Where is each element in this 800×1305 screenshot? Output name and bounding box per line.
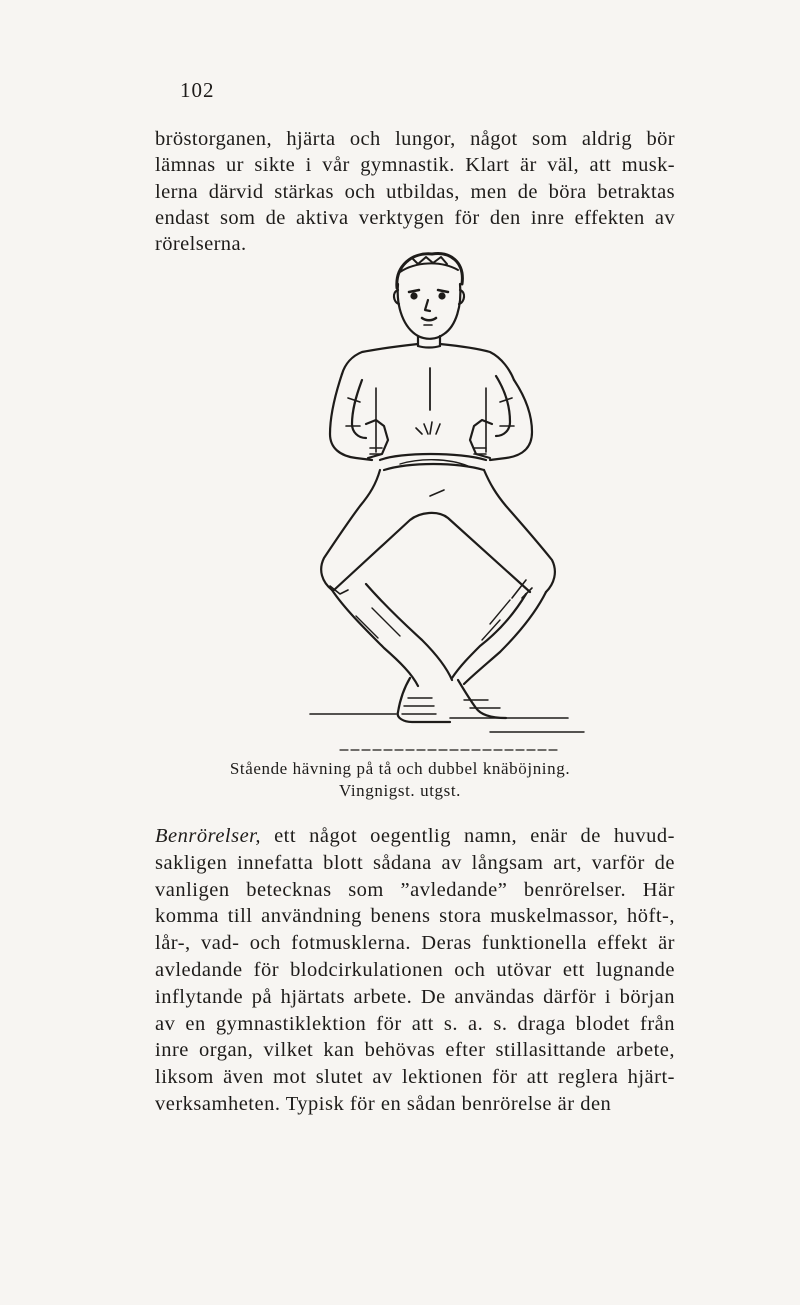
page-number: 102 [180,78,215,102]
text-line: liksom även mot slutet av lektionen för att reglera hjärt- [155,1066,675,1089]
text-line: lerna därvid stärkas och utbildas, men de böra betraktas [155,180,675,203]
text-line-first [155,823,675,850]
text-line: lår-, vad- och fotmusklerna. Deras funktionella effekt är [155,932,675,955]
text-line: sakligen innefatta blott sådana av långsam art, varför de [155,851,675,874]
text-line: rörelserna. [155,233,247,256]
first-line-rest: ett något oegentlig namn, enär de huvud- [261,825,675,847]
figure-caption: Stående hävning på tå och dubbel knäböjning. [229,759,571,778]
bottom-paragraph [155,823,675,1118]
text-line: lämnas ur sikte i vår gymnastik. Klart är väl, att musk- [155,154,675,177]
text-line: verksamheten. Typisk för en sådan benrörelse är den [155,1092,612,1115]
exercise-illustration [300,248,600,758]
figure-caption-source: Vingnigst. utgst. [338,781,462,800]
italic-lead: Benrörelser, [155,825,262,847]
text-line: vanligen betecknas som ”avledande” benrörelser. Här [155,878,675,901]
text-line: inre organ, vilket kan behövas efter stillasittande arbete, [155,1039,675,1062]
top-paragraph [155,126,675,257]
text-line: inflytande på hjärtats arbete. De användas därför i början [155,985,675,1008]
text-line: avledande för blodcirkulationen och utövar ett lugnande [155,958,675,981]
text-line: av en gymnastiklektion för att s. a. s. draga blodet från [155,1012,675,1035]
text-line: komma till användning benens stora muskelmassor, höft-, [155,905,675,928]
text-line: endast som de aktiva verktygen för den inre effekten av [155,206,675,229]
text-line: bröstorganen, hjärta och lungor, något som aldrig bör [155,128,675,150]
